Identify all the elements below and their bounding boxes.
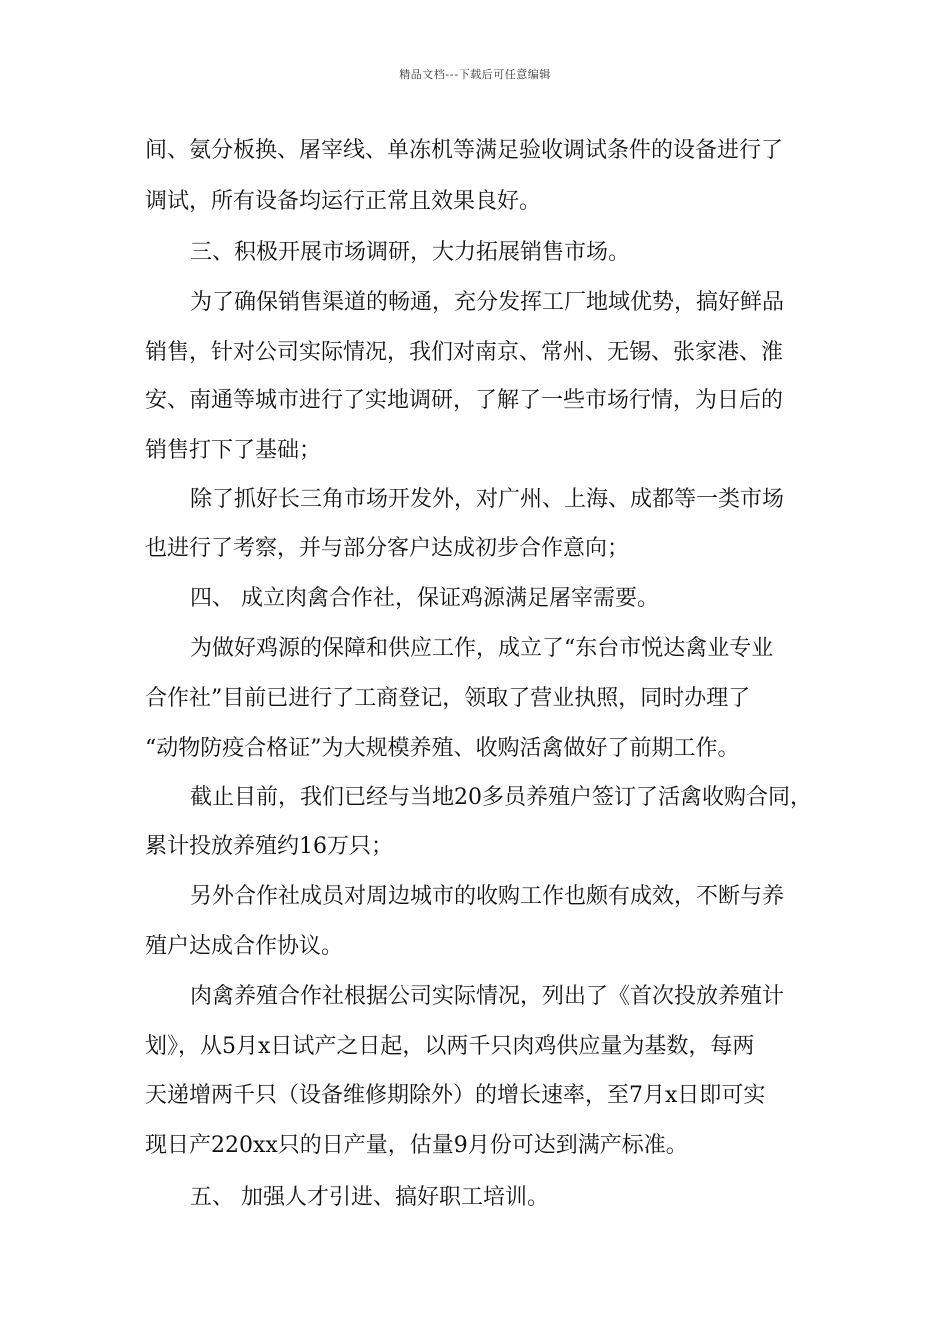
body-line-6: 安、南通等城市进行了实地调研，了解了一些市场行情，为日后的 — [145, 388, 784, 413]
body-line-8: 除了抓好长三角市场开发外，对广州、上海、成都等一类市场 — [190, 487, 785, 512]
body-line-7: 销售打下了基础； — [145, 438, 322, 463]
body-line-13: “动物防疫合格证”为大规模养殖、收购活禽做好了前期工作。 — [145, 736, 740, 761]
body-line-2: 调试，所有设备均运行正常且效果良好。 — [145, 189, 542, 214]
body-line-17: 殖户达成合作协议。 — [145, 934, 344, 959]
body-line-14: 截止目前，我们已经与当地20多员养殖户签订了活禽收购合同， — [190, 785, 812, 810]
body-line-4: 为了确保销售渠道的畅通，充分发挥工厂地域优势，搞好鲜品 — [190, 290, 785, 315]
body-line-12: 合作社”目前已进行了工商登记，领取了营业执照，同时办理了 — [145, 686, 751, 711]
body-line-1: 间、氨分板换、屠宰线、单冻机等满足验收调试条件的设备进行了 — [145, 138, 784, 163]
section-heading-4: 四、 成立肉禽合作社，保证鸡源满足屠宰需要。 — [190, 586, 659, 611]
body-line-20: 天递增两千只（设备维修期除外）的增长速率，至7月x日即可实 — [145, 1083, 766, 1108]
section-heading-3: 三、积极开展市场调研，大力拓展销售市场。 — [190, 240, 631, 265]
section-heading-5: 五、 加强人才引进、搞好职工培训。 — [190, 1185, 549, 1210]
body-line-9: 也进行了考察，并与部分客户达成初步合作意向； — [145, 536, 630, 561]
page-header: 精品文档---下载后可任意编辑 — [399, 68, 551, 81]
body-line-5: 销售，针对公司实际情况，我们对南京、常州、无锡、张家港、淮 — [145, 340, 784, 365]
body-line-15: 累计投放养殖约16万只； — [145, 834, 393, 859]
body-line-18: 肉禽养殖合作社根据公司实际情况，列出了《首次投放养殖计 — [190, 984, 785, 1009]
body-line-11: 为做好鸡源的保障和供应工作，成立了“东台市悦达禽业专业 — [190, 636, 774, 661]
body-line-21: 现日产220xx只的日产量，估量9月份可达到满产标准。 — [145, 1133, 688, 1158]
body-line-16: 另外合作社成员对周边城市的收购工作也颇有成效，不断与养 — [190, 884, 785, 909]
body-line-19: 划》，从5月x日试产之日起，以两千只肉鸡供应量为基数，每两 — [145, 1034, 755, 1059]
